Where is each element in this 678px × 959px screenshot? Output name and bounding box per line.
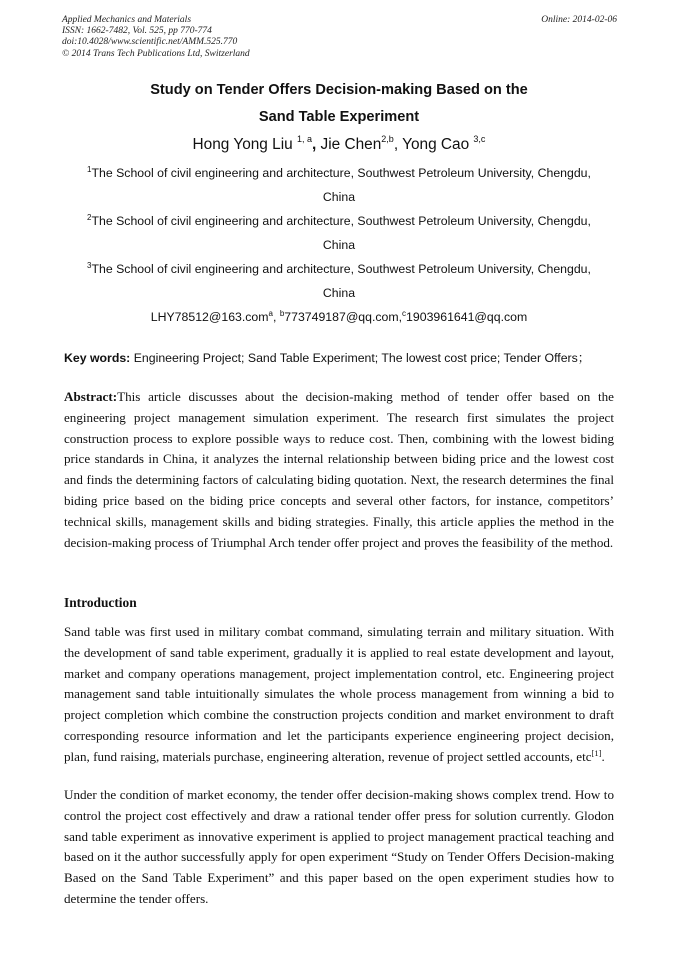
keywords-text: Engineering Project; Sand Table Experiment; The lowest cost price; Tender Offers；: [133, 351, 591, 365]
journal-header: [62, 15, 617, 60]
copyright-line: © 2014 Trans Tech Publications Ltd, Switzerland: [62, 48, 250, 59]
affiliation-mark: 3: [87, 261, 92, 270]
abstract-label: Abstract:: [64, 389, 118, 404]
author-name: Hong Yong Liu: [192, 136, 293, 153]
citation-ref[interactable]: [1]: [591, 747, 602, 758]
email-address[interactable]: 1903961641@qq.com: [406, 310, 528, 324]
affiliation-1: [70, 161, 608, 209]
keywords: [64, 347, 616, 369]
author-affiliation-mark: 1, a: [296, 134, 312, 144]
abstract: [64, 387, 614, 553]
email-address[interactable]: LHY78512@163.com: [150, 310, 269, 324]
introduction-paragraph-1: [64, 622, 614, 768]
affiliation-text: The School of civil engineering and architecture, Southwest Petroleum University, Chengdu, China: [91, 262, 591, 300]
affiliation-text: The School of civil engineering and architecture, Southwest Petroleum University, Chengdu, China: [91, 214, 591, 252]
author-name: Jie Chen: [320, 136, 382, 153]
author-affiliation-mark: 3,c: [473, 134, 486, 144]
paragraph-text: Sand table was first used in military combat command, simulating terrain and military situation. With the development of sand table experiment, gradually it is applied to real estate development and layout, market and company operations management, project implementation control, etc. Engineering project management sand table intuitionally simulates the whole process management from winning a bid to project completion which combine the construction projects condition and market environment to draft corresponding resource information and let the participants experience engineering project decision, plan, fund raising, materials purchase, engineering alteration, revenue of project settled accounts, etc: [64, 624, 614, 764]
paper-title-line-2: Sand Table Experiment: [258, 109, 420, 125]
affiliation-3: [70, 257, 608, 305]
email-mark: a: [268, 309, 273, 318]
introduction-paragraph-2: Under the condition of market economy, the tender offer decision-making shows complex trend. How to control the project cost effectively and draw a rational tender offer press for solution currently. Glodon sand table experiment as innovative experiment is applied to project management practical teaching and based on it the author successfully apply for open experiment “Study on Tender Offers Decision-making Based on the Sand Table Experiment” and this paper based on the open experiment studies how to determine the tender offers.: [64, 787, 614, 906]
email-mark: c: [402, 309, 407, 318]
author-name: Yong Cao: [402, 136, 470, 153]
doi-line[interactable]: doi:10.4028/www.scientific.net/AMM.525.770: [62, 37, 238, 48]
issn-line: ISSN: 1662-7482, Vol. 525, pp 770-774: [62, 26, 212, 37]
journal-name: Applied Mechanics and Materials: [62, 15, 192, 25]
online-date: Online: 2014-02-06: [541, 15, 617, 25]
email-mark: b: [279, 309, 285, 318]
affiliation-mark: 2: [87, 213, 92, 222]
abstract-text: This article discusses about the decision-making method of tender offer based on the engineering project management simulation experiment. The research first simulates the project construction process to explore possible ways to reduce cost. Then, combining with the lowest biding price standards in China, it analyzes the internal relationship between biding price and the lowest cost and finds the determining factors of calculating biding quotation. Next, the research determines the final biding price based on the biding price concepts and several other factors, for instance, competitors’ technical skills, management skills and biding strategies. Finally, this article applies the method in the decision-making process of Triumphal Arch tender offer project and proves the feasibility of the method.: [64, 389, 614, 550]
author-list: Hong Yong Liu $^{1, a}$, Jie Chen$^{2,b}$, Yong Cao $^{3,c}$: [192, 134, 486, 153]
affiliation-mark: 1: [87, 165, 92, 174]
author-affiliation-mark: 2,b: [381, 134, 394, 144]
paper-title-line-1: Study on Tender Offers Decision-making Based on the: [150, 82, 528, 98]
affiliation-text: The School of civil engineering and architecture, Southwest Petroleum University, Chengdu, China: [91, 166, 591, 204]
introduction-heading: Introduction: [64, 595, 137, 610]
email-list: LHY78512@163.com$^a$, $^b$773749187@qq.com,$^c$1903961641@qq.com: [150, 309, 528, 324]
paragraph-end: .: [601, 748, 605, 764]
keywords-label: Key words:: [64, 351, 131, 365]
affiliation-2: [70, 209, 608, 257]
email-address[interactable]: 773749187@qq.com: [284, 310, 399, 324]
